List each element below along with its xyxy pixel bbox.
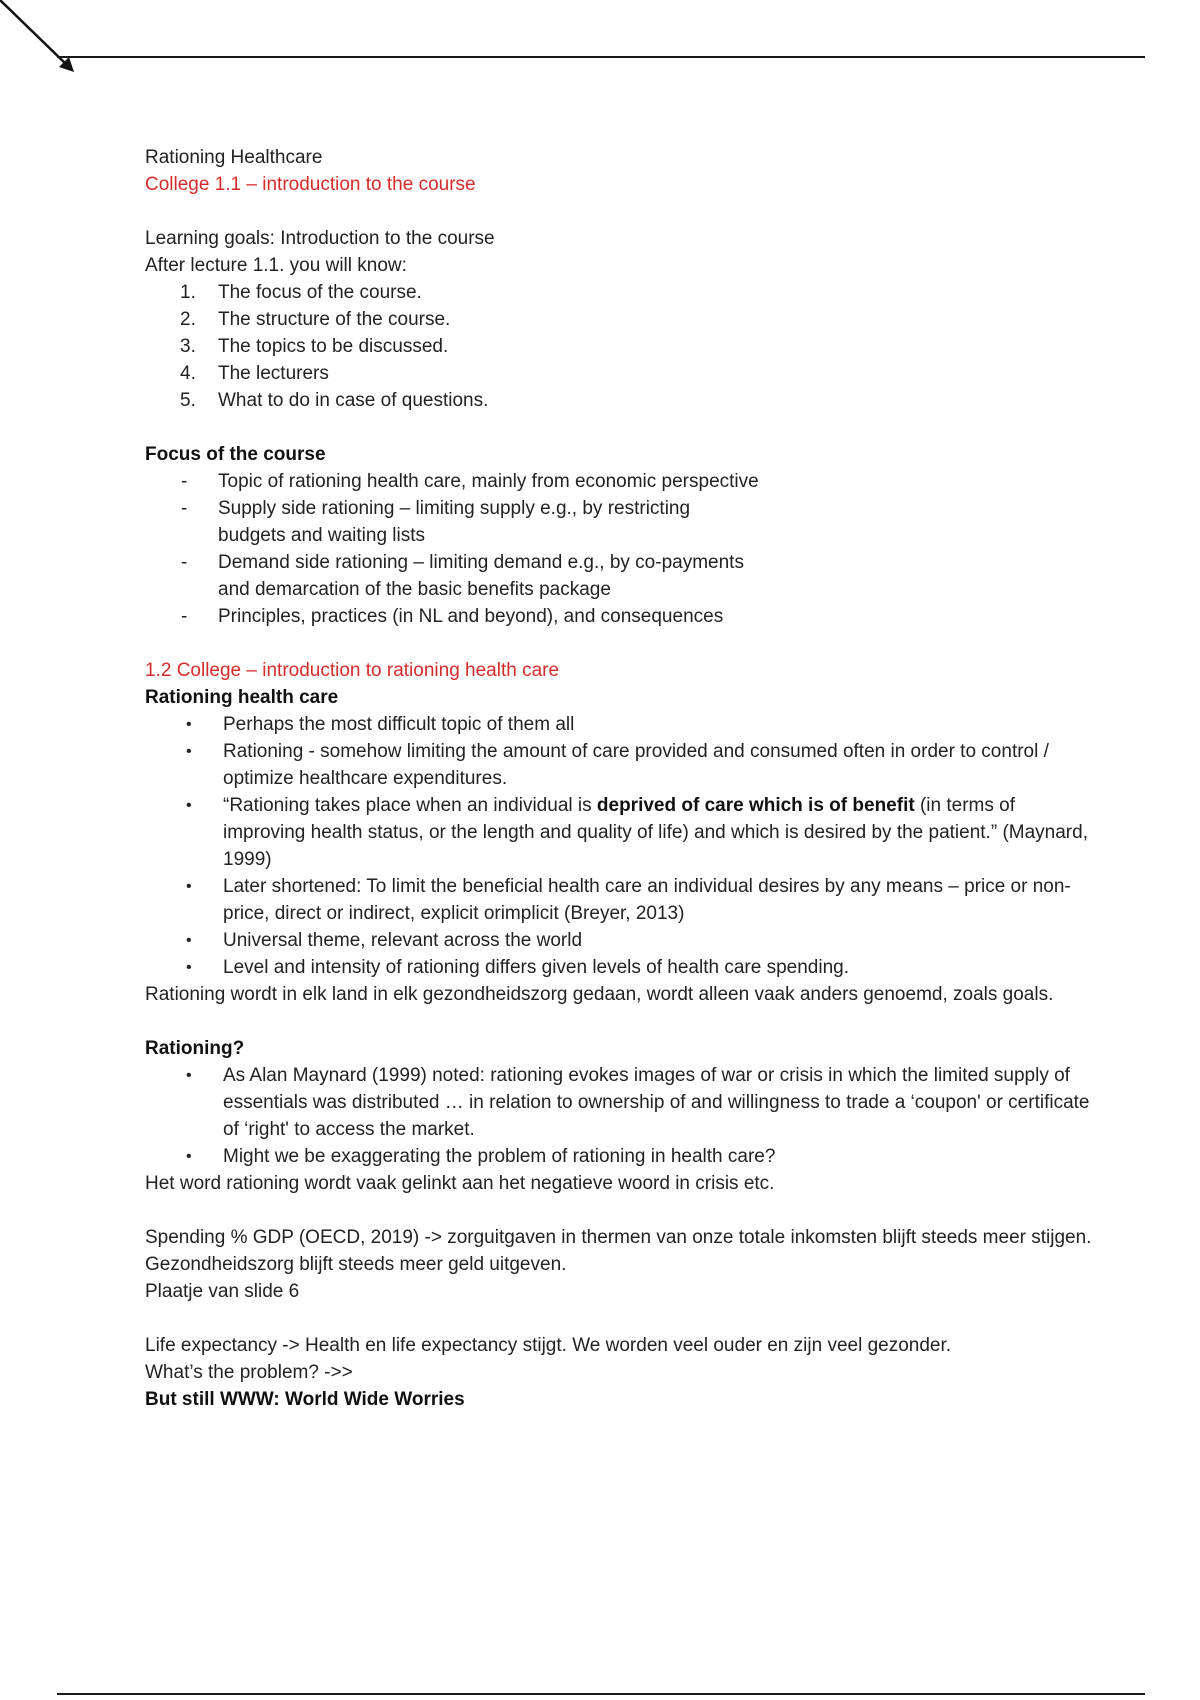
document-title: Rationing Healthcare (145, 147, 323, 168)
list-item: • Universal theme, relevant across the world (186, 930, 583, 951)
corner-arrow-icon (0, 0, 90, 90)
emphasis-text: deprived of care which is of benefit (596, 795, 915, 816)
list-item: • “Rationing takes place when an individual is deprived of care which is of benefit (in terms of improving health status, or the length and quality of life) and which is desired by the patient.” (Maynard, 1999) (186, 795, 1088, 870)
list-item: • Level and intensity of rationing differs given levels of health care spending. (186, 957, 849, 978)
dutch-note-1: Rationing wordt in elk land in elk gezondheidszorg gedaan, wordt alleen vaak anders genoemd, zoals goals. (145, 984, 1054, 1005)
list-item: 2. The structure of the course. (180, 309, 451, 330)
spending-text: Spending % GDP (OECD, 2019) -> zorguitgaven in thermen van onze totale inkomsten blijft steeds meer stijgen. Gezondheidszorg blijft steeds meer geld uitgeven. (145, 1227, 1092, 1275)
slide-reference: Plaatje van slide 6 (145, 1281, 300, 1302)
list-item: • As Alan Maynard (1999) noted: rationing evokes images of war or crisis in which the limited supply of essentials was distributed … in relation to ownership of and willingness to trade a ‘coupon' or certificate of ‘right' to access the market. (186, 1065, 1090, 1140)
list-item: 5. What to do in case of questions. (180, 390, 489, 411)
problem-question: What’s the problem? ->> (145, 1362, 353, 1383)
list-item: • Might we be exaggerating the problem of rationing in health care? (186, 1146, 776, 1167)
dutch-note-2: Het word rationing wordt vaak gelinkt aan het negatieve woord in crisis etc. (145, 1173, 775, 1194)
list-item: 1. The focus of the course. (180, 282, 422, 303)
list-item: 4. The lecturers (180, 363, 329, 384)
list-item: • Rationing - somehow limiting the amount of care provided and consumed often in order to control / optimize healthcare expenditures. (186, 741, 1049, 789)
rationing-heading: Rationing health care (145, 687, 339, 708)
rationing-question-list (145, 1062, 1095, 1170)
learning-goals: Learning goals: Introduction to the course (145, 228, 495, 249)
section-heading-college-1-1: College 1.1 – introduction to the course (145, 174, 476, 195)
list-item: 3. The topics to be discussed. (180, 336, 449, 357)
www-line: But still WWW: World Wide Worries (145, 1389, 465, 1410)
spacer (145, 630, 1095, 657)
life-expectancy-text: Life expectancy -> Health en life expectancy stijgt. We worden veel ouder en zijn veel gezonder. (145, 1335, 952, 1356)
list-item: - Supply side rationing – limiting supply e.g., by restricting budgets and waiting lists (181, 498, 691, 546)
list-item: • Later shortened: To limit the beneficial health care an individual desires by any means – price or non-price, direct or indirect, explicit orimplicit (Breyer, 2013) (186, 876, 1071, 924)
list-item: • Perhaps the most difficult topic of them all (186, 714, 575, 735)
spacer (145, 198, 1095, 225)
list-item: - Demand side rationing – limiting demand e.g., by co-payments and demarcation of the basic benefits package (181, 552, 744, 600)
spacer (145, 1008, 1095, 1035)
after-lecture: After lecture 1.1. you will know: (145, 255, 407, 276)
spacer (145, 1197, 1095, 1224)
spacer (145, 1305, 1095, 1332)
document-body (145, 144, 1095, 1413)
header-rule (57, 56, 1145, 58)
focus-heading: Focus of the course (145, 444, 326, 465)
goals-list (145, 279, 1095, 414)
focus-list (145, 468, 1095, 630)
section-heading-college-1-2: 1.2 College – introduction to rationing health care (145, 660, 560, 681)
spacer (145, 414, 1095, 441)
rationing-question-heading: Rationing? (145, 1038, 245, 1059)
list-item: - Principles, practices (in NL and beyond), and consequences (181, 606, 724, 627)
rationing-list (145, 711, 1095, 981)
list-item: - Topic of rationing health care, mainly from economic perspective (181, 471, 759, 492)
footer-rule (57, 1693, 1145, 1695)
